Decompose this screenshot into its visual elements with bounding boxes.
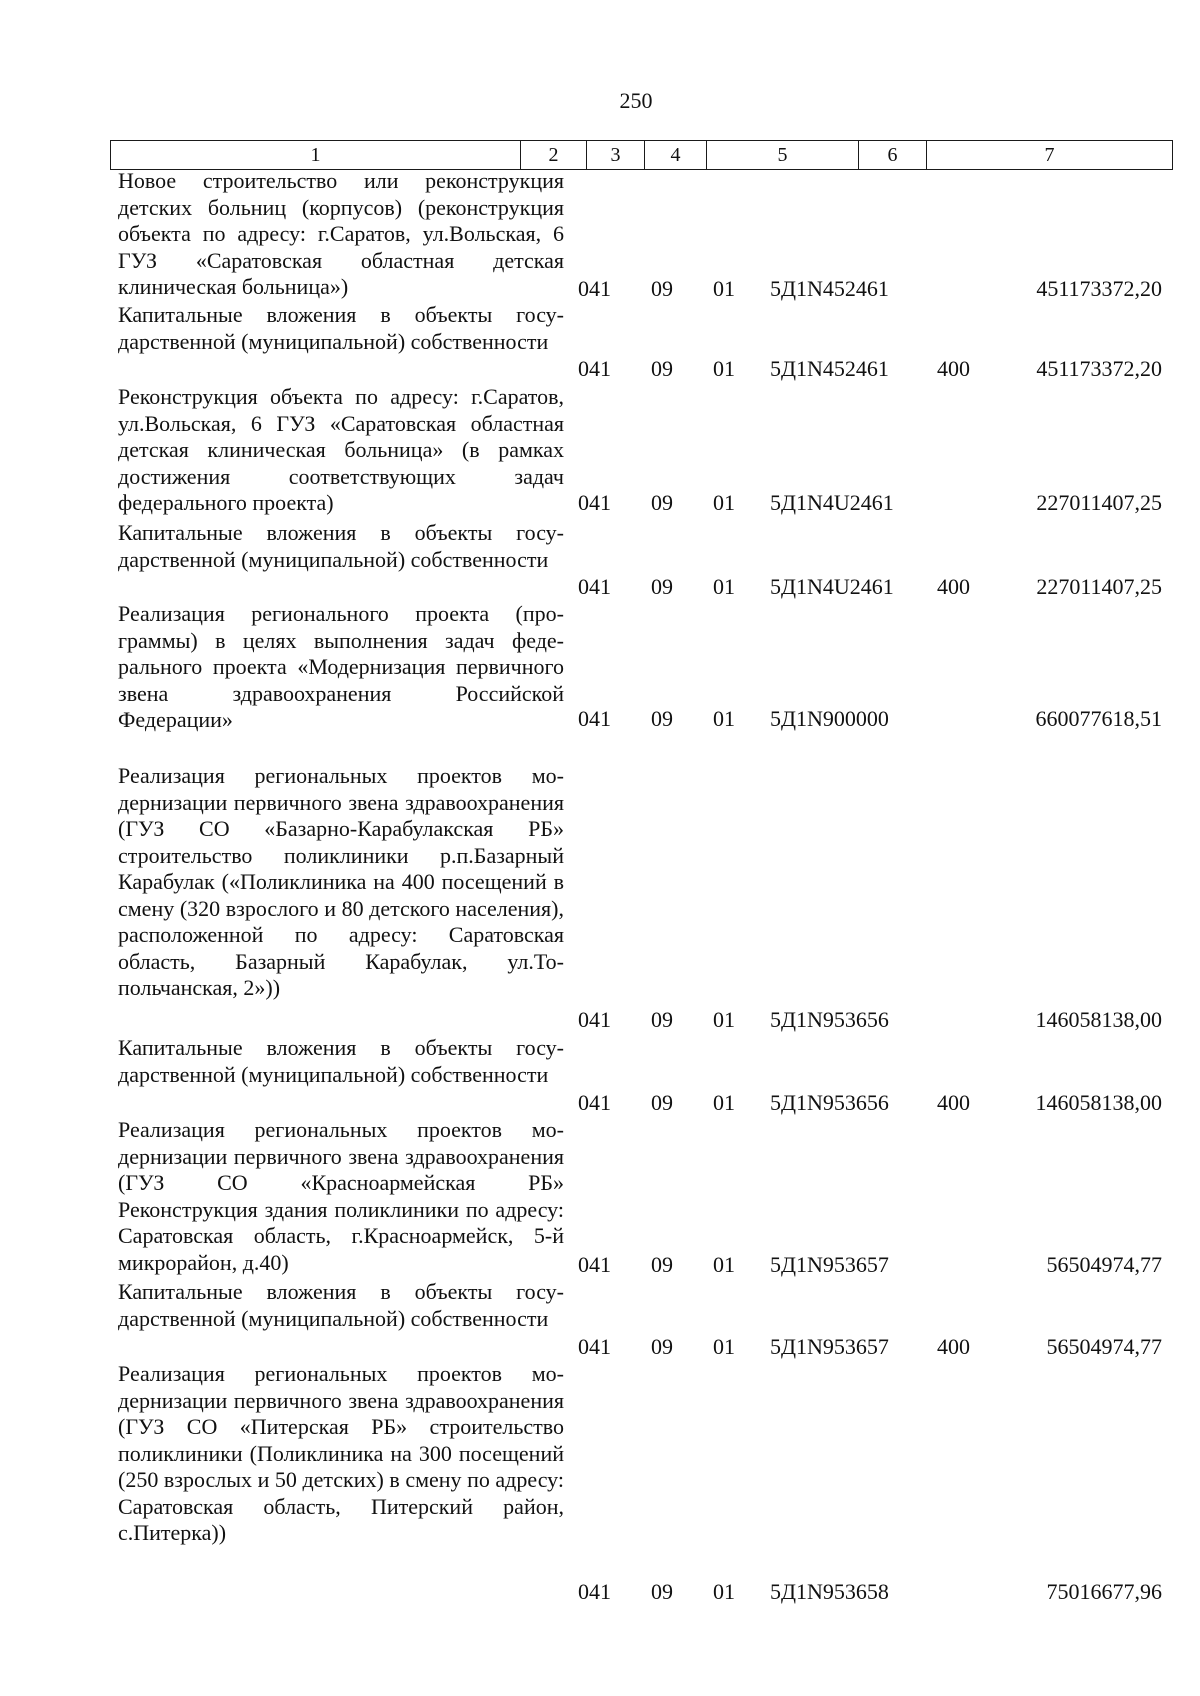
- row-amount: 75016677,96: [1046, 1579, 1162, 1604]
- row-amount: 227011407,25: [1036, 574, 1162, 599]
- row-ministry-code: 041: [578, 1579, 611, 1604]
- row-subsection-code: 01: [713, 574, 735, 599]
- column-header: 1: [111, 141, 521, 170]
- row-section-code: 09: [651, 490, 673, 515]
- row-amount: 660077618,51: [1035, 706, 1162, 731]
- row-target-article: 5Д1N953656: [770, 1007, 889, 1032]
- row-expense-type: 400: [937, 1090, 970, 1115]
- row-subsection-code: 01: [713, 1579, 735, 1604]
- column-header: 4: [645, 141, 707, 170]
- row-amount: 146058138,00: [1035, 1090, 1162, 1115]
- row-section-code: 09: [651, 276, 673, 301]
- row-ministry-code: 041: [578, 574, 611, 599]
- row-section-code: 09: [651, 1252, 673, 1277]
- row-subsection-code: 01: [713, 276, 735, 301]
- row-expense-type: 400: [937, 1334, 970, 1359]
- row-section-code: 09: [651, 1334, 673, 1359]
- row-section-code: 09: [651, 1579, 673, 1604]
- row-amount: 227011407,25: [1036, 490, 1162, 515]
- row-subsection-code: 01: [713, 1334, 735, 1359]
- column-header: 6: [859, 141, 927, 170]
- column-header: 3: [587, 141, 645, 170]
- row-description: Реализация региональных проектов модернизации первичного звена здравоохранения (ГУЗ СО «Красноармейская РБ» Реконструкция здания поликлиники по адресу: Саратовская область, г.Красноармейск, 5-й микрорайон, д.40): [118, 1117, 564, 1275]
- row-description: Реализация регионального проекта (программы) в целях выполнения задач федерального проекта «Модернизация первичного звена здравоохранения Российской Федерации»: [118, 601, 564, 732]
- row-description: Реализация региональных проектов модернизации первичного звена здравоохранения (ГУЗ СО «Питерская РБ» строительство поликлиники (Поликлиника на 300 посещений (250 взрослых и 50 детских) в смену по адресу: Саратовская область, Питерский район, с.Питерка)): [118, 1361, 564, 1545]
- row-target-article: 5Д1N953657: [770, 1252, 889, 1277]
- row-subsection-code: 01: [713, 1007, 735, 1032]
- row-section-code: 09: [651, 1007, 673, 1032]
- row-amount: 451173372,20: [1036, 356, 1162, 381]
- column-header-table: [110, 140, 1173, 170]
- row-subsection-code: 01: [713, 706, 735, 731]
- row-amount: 56504974,77: [1046, 1252, 1162, 1277]
- row-ministry-code: 041: [578, 1090, 611, 1115]
- row-target-article: 5Д1N953657: [770, 1334, 889, 1359]
- row-amount: 56504974,77: [1046, 1334, 1162, 1359]
- row-description: Капитальные вложения в объекты государственной (муниципальной) собственности: [118, 1279, 564, 1331]
- column-header: 2: [521, 141, 587, 170]
- row-ministry-code: 041: [578, 1252, 611, 1277]
- row-ministry-code: 041: [578, 356, 611, 381]
- row-expense-type: 400: [937, 356, 970, 381]
- page-number: 250: [619, 88, 653, 113]
- row-description: Капитальные вложения в объекты государственной (муниципальной) собственности: [118, 520, 564, 572]
- row-ministry-code: 041: [578, 1334, 611, 1359]
- row-subsection-code: 01: [713, 1252, 735, 1277]
- row-target-article: 5Д1N4U2461: [770, 574, 894, 599]
- row-subsection-code: 01: [713, 490, 735, 515]
- row-description: Капитальные вложения в объекты государственной (муниципальной) собственности: [118, 302, 564, 354]
- row-description: Реконструкция объекта по адресу: г.Саратов, ул.Вольская, 6 ГУЗ «Саратовская областная детская клиническая больница» (в рамках достижения соответствующих задач федерального проекта): [118, 384, 564, 515]
- row-section-code: 09: [651, 574, 673, 599]
- row-subsection-code: 01: [713, 356, 735, 381]
- row-description: Капитальные вложения в объекты государственной (муниципальной) собственности: [118, 1035, 564, 1087]
- column-header: 7: [927, 141, 1173, 170]
- row-section-code: 09: [651, 1090, 673, 1115]
- row-subsection-code: 01: [713, 1090, 735, 1115]
- row-target-article: 5Д1N452461: [770, 356, 889, 381]
- row-ministry-code: 041: [578, 1007, 611, 1032]
- column-header-row: [111, 141, 1173, 170]
- row-amount: 146058138,00: [1035, 1007, 1162, 1032]
- row-amount: 451173372,20: [1036, 276, 1162, 301]
- row-ministry-code: 041: [578, 706, 611, 731]
- row-target-article: 5Д1N900000: [770, 706, 889, 731]
- row-ministry-code: 041: [578, 276, 611, 301]
- row-target-article: 5Д1N452461: [770, 276, 889, 301]
- row-target-article: 5Д1N953656: [770, 1090, 889, 1115]
- row-target-article: 5Д1N953658: [770, 1579, 889, 1604]
- row-section-code: 09: [651, 356, 673, 381]
- row-section-code: 09: [651, 706, 673, 731]
- row-description: Новое строительство или реконструкция детских больниц (корпусов) (реконструкция объекта по адресу: г.Саратов, ул.Вольская, 6 ГУЗ «Саратовская областная детская клиническая больница»): [118, 168, 564, 299]
- row-target-article: 5Д1N4U2461: [770, 490, 894, 515]
- row-description: Реализация региональных проектов модернизации первичного звена здравоохранения (ГУЗ СО «Базарно-Карабулакская РБ» строительство поликлиники р.п.Базарный Карабулак («Поликлиника на 400 посещений в смену (320 взрослого и 80 детского населения), расположенной по адресу: Саратовская область, Базарный Карабулак, ул.Топольчанская, 2»)): [118, 763, 564, 1000]
- row-expense-type: 400: [937, 574, 970, 599]
- column-header: 5: [707, 141, 859, 170]
- row-ministry-code: 041: [578, 490, 611, 515]
